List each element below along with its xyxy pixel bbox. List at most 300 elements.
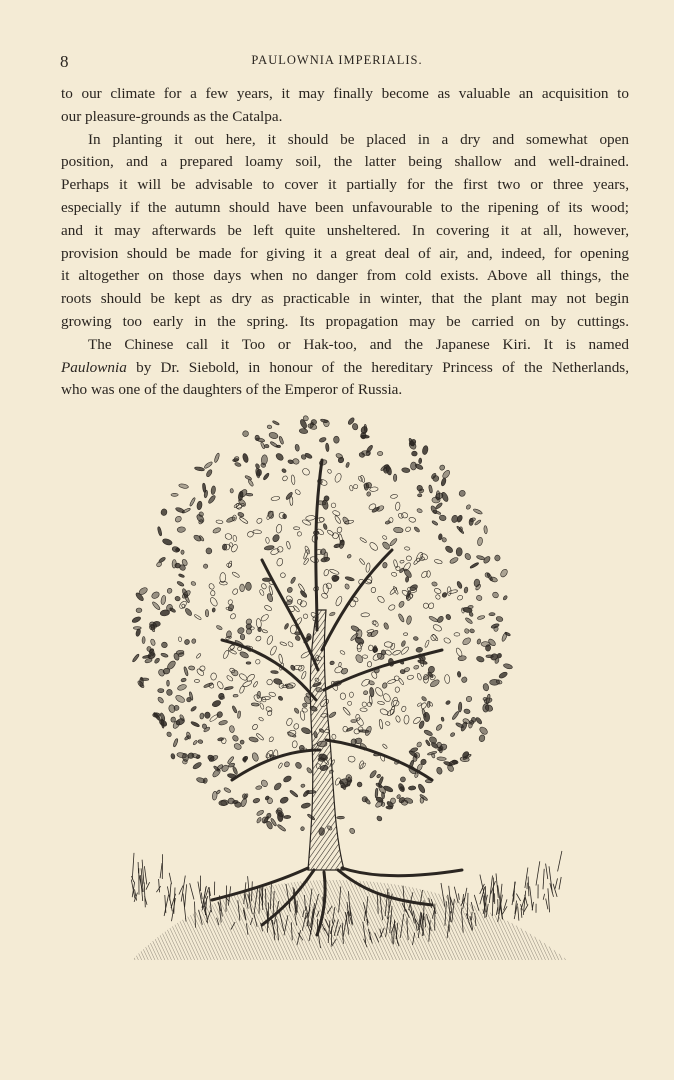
- leaf-mark: [429, 678, 440, 688]
- leaf-mark: [449, 556, 459, 564]
- leaf-mark: [366, 482, 372, 488]
- grass-stroke: [226, 886, 227, 912]
- leaf-mark: [194, 614, 202, 620]
- text-line: to our climate for a few years, it may finally become as valuable an acquisition to: [61, 85, 629, 102]
- leaf-mark: [166, 731, 172, 737]
- leaf-mark: [458, 489, 466, 497]
- leaf-mark: [435, 723, 443, 731]
- leaf-mark: [167, 680, 170, 686]
- leaf-mark: [251, 752, 259, 762]
- leaf-mark: [440, 477, 446, 486]
- leaf-mark: [289, 790, 298, 798]
- leaf-mark: [262, 629, 268, 633]
- leaf-mark: [404, 546, 410, 550]
- leaf-mark: [252, 797, 260, 803]
- leaf-mark: [383, 622, 389, 630]
- leaf-mark: [456, 581, 463, 589]
- leaf-mark: [444, 674, 450, 683]
- leaf-mark: [483, 555, 492, 564]
- leaf-mark: [360, 475, 366, 483]
- leaf-mark: [464, 552, 472, 560]
- leaf-mark: [401, 800, 408, 806]
- leaf-mark: [255, 463, 260, 469]
- leaf-mark: [332, 510, 341, 517]
- grass-stroke: [190, 883, 194, 899]
- leaf-mark: [436, 767, 443, 775]
- leaf-mark: [176, 752, 186, 759]
- leaf-mark: [428, 615, 438, 623]
- leaf-mark: [398, 678, 404, 686]
- leaf-mark: [233, 535, 238, 542]
- leaf-mark: [188, 666, 195, 671]
- grass-stroke: [144, 882, 145, 907]
- grass-stroke: [543, 869, 544, 890]
- leaf-mark: [407, 675, 414, 680]
- leaf-mark: [331, 734, 336, 740]
- leaf-mark: [395, 687, 399, 692]
- leaf-mark: [176, 581, 184, 587]
- leaf-mark: [294, 527, 300, 530]
- leaf-mark: [205, 469, 213, 478]
- leaf-mark: [382, 562, 387, 568]
- leaf-mark: [192, 761, 202, 770]
- leaf-mark: [229, 725, 235, 733]
- leaf-mark: [158, 688, 164, 692]
- leaf-mark: [205, 712, 210, 718]
- leaf-mark: [286, 541, 291, 550]
- leaf-mark: [240, 798, 248, 808]
- leaf-mark: [337, 816, 345, 819]
- leaf-mark: [242, 430, 250, 438]
- leaf-mark: [361, 613, 370, 617]
- leaf-mark: [268, 691, 276, 697]
- leaf-mark: [323, 569, 329, 577]
- leaf-mark: [398, 613, 405, 622]
- leaf-mark: [398, 600, 405, 608]
- leaf-mark: [193, 534, 202, 542]
- leaf-mark: [393, 559, 398, 568]
- leaf-mark: [171, 493, 178, 496]
- leaf-mark: [416, 647, 423, 653]
- leaf-mark: [368, 680, 375, 686]
- leaf-mark: [217, 737, 223, 741]
- leaf-mark: [301, 707, 308, 713]
- leaf-mark: [287, 641, 294, 648]
- leaf-mark: [420, 797, 424, 803]
- leaf-mark: [463, 708, 470, 714]
- leaf-mark: [256, 469, 262, 476]
- text-line: growing too early in the spring. Its propagation may be carried on by cuttings.: [61, 312, 629, 330]
- leaf-mark: [434, 559, 443, 565]
- leaf-mark: [461, 636, 471, 646]
- leaf-mark: [170, 753, 175, 759]
- leaf-mark: [230, 669, 239, 677]
- leaf-mark: [445, 614, 452, 621]
- leaf-mark: [162, 538, 173, 546]
- leaf-mark: [352, 423, 359, 431]
- leaf-mark: [389, 538, 398, 547]
- leaf-mark: [368, 645, 373, 651]
- leaf-mark: [476, 595, 483, 602]
- leaf-mark: [441, 717, 444, 722]
- leaf-mark: [301, 671, 307, 680]
- leaf-mark: [397, 512, 404, 519]
- leaf-mark: [403, 667, 410, 673]
- leaf-mark: [381, 792, 385, 799]
- leaf-mark: [271, 533, 280, 543]
- leaf-mark: [377, 701, 384, 705]
- leaf-mark: [224, 686, 233, 690]
- leaf-mark: [320, 557, 330, 563]
- leaf-mark: [329, 612, 336, 617]
- leaf-mark: [353, 484, 359, 490]
- leaf-mark: [189, 497, 196, 506]
- leaf-mark: [417, 783, 426, 794]
- leaf-mark: [242, 453, 249, 463]
- leaf-mark: [494, 555, 500, 561]
- grass-stroke: [489, 876, 492, 903]
- leaf-mark: [246, 662, 251, 664]
- leaf-mark: [203, 682, 213, 688]
- leaf-mark: [144, 658, 152, 664]
- leaf-mark: [401, 640, 406, 647]
- leaf-mark: [217, 692, 225, 700]
- leaf-mark: [489, 613, 495, 616]
- leaf-mark: [262, 472, 269, 480]
- leaf-mark: [216, 625, 223, 631]
- body-text: [61, 83, 629, 402]
- leaf-mark: [423, 729, 433, 737]
- leaf-mark: [306, 767, 313, 774]
- grass-stroke: [493, 878, 494, 903]
- leaf-mark: [377, 595, 386, 604]
- leaf-mark: [451, 711, 459, 721]
- leaf-mark: [456, 515, 463, 523]
- leaf-mark: [168, 704, 176, 713]
- leaf-mark: [385, 520, 391, 525]
- leaf-mark: [262, 578, 271, 582]
- grass-stroke: [159, 879, 160, 892]
- leaf-mark: [266, 678, 274, 686]
- leaf-mark: [133, 627, 141, 630]
- leaf-mark: [319, 437, 327, 443]
- leaf-mark: [406, 555, 412, 561]
- leaf-mark: [214, 453, 221, 463]
- leaf-mark: [259, 589, 265, 596]
- leaf-mark: [251, 703, 259, 707]
- leaf-mark: [392, 649, 401, 656]
- leaf-mark: [400, 646, 410, 656]
- leaf-mark: [240, 634, 245, 640]
- leaf-mark: [325, 443, 329, 452]
- leaf-mark: [400, 560, 405, 563]
- leaf-mark: [240, 740, 245, 745]
- leaf-mark: [285, 491, 293, 500]
- leaf-mark: [413, 526, 420, 533]
- leaf-mark: [207, 494, 216, 504]
- grass-stroke: [185, 884, 187, 907]
- leaf-mark: [403, 633, 407, 636]
- leaf-mark: [281, 468, 287, 473]
- leaf-mark: [161, 642, 167, 648]
- leaf-mark: [178, 637, 182, 642]
- leaf-mark: [329, 568, 340, 575]
- leaf-mark: [478, 726, 488, 736]
- leaf-mark: [193, 740, 198, 746]
- leaf-mark: [388, 604, 396, 612]
- leaf-mark: [379, 719, 384, 729]
- leaf-mark: [272, 420, 280, 425]
- leaf-mark: [141, 678, 149, 681]
- leaf-mark: [232, 458, 238, 462]
- leaf-mark: [301, 802, 311, 809]
- leaf-mark: [174, 596, 180, 602]
- leaf-mark: [306, 633, 311, 640]
- leaf-mark: [496, 616, 504, 622]
- leaf-mark: [482, 703, 489, 712]
- leaf-mark: [264, 605, 273, 612]
- leaf-mark: [447, 587, 451, 596]
- leaf-mark: [455, 647, 463, 657]
- leaf-mark: [368, 541, 379, 552]
- leaf-mark: [477, 537, 483, 546]
- leaf-mark: [490, 679, 500, 685]
- leaf-mark: [205, 610, 209, 617]
- leaf-mark: [280, 641, 287, 646]
- leaf-mark: [290, 497, 293, 506]
- leaf-mark: [302, 613, 308, 619]
- leaf-mark: [181, 604, 185, 609]
- leaf-mark: [360, 708, 367, 712]
- text-line: and it may afterwards be left quite unsheltered. In covering it at all, however,: [61, 221, 629, 239]
- leaf-mark: [256, 437, 265, 442]
- grass-stroke: [558, 851, 562, 872]
- text-line: The Chinese call it Too or Hak-too, and the Japanese Kiri. It is named: [88, 335, 629, 353]
- leaf-mark: [282, 475, 289, 482]
- page-number: 8: [60, 52, 69, 71]
- grass-stroke: [536, 861, 540, 885]
- leaf-mark: [283, 761, 290, 768]
- leaf-mark: [371, 587, 376, 593]
- leaf-mark: [226, 516, 236, 523]
- leaf-mark: [262, 696, 271, 700]
- leaf-mark: [333, 436, 339, 443]
- leaf-mark: [293, 707, 299, 714]
- leaf-mark: [232, 705, 238, 713]
- leaf-mark: [375, 788, 378, 798]
- text-line: In planting it out here, it should be placed in a dry and somewhat open: [88, 130, 629, 148]
- leaf-mark: [457, 671, 461, 677]
- leaf-mark: [349, 485, 353, 491]
- leaf-mark: [369, 770, 378, 779]
- leaf-mark: [132, 653, 140, 662]
- leaf-mark: [151, 601, 160, 611]
- leaf-mark: [474, 579, 480, 587]
- leaf-mark: [239, 651, 249, 660]
- leaf-mark: [457, 595, 464, 601]
- leaf-mark: [301, 726, 312, 734]
- leaf-mark: [382, 692, 392, 702]
- grass-stroke: [553, 884, 557, 897]
- leaf-mark: [136, 608, 142, 613]
- leaf-mark: [338, 533, 343, 542]
- grass-stroke: [485, 886, 486, 912]
- leaf-mark: [166, 689, 173, 696]
- leaf-mark: [181, 550, 184, 554]
- leaf-mark: [441, 469, 451, 479]
- grass-stroke: [480, 875, 485, 898]
- leaf-mark: [256, 691, 260, 699]
- leaf-mark: [237, 711, 241, 719]
- leaf-mark: [232, 800, 238, 804]
- leaf-mark: [261, 583, 268, 590]
- leaf-mark: [166, 587, 172, 594]
- leaf-mark: [231, 571, 240, 578]
- leaf-mark: [305, 515, 315, 521]
- leaf-mark: [373, 646, 377, 653]
- grass-stroke: [496, 907, 498, 915]
- leaf-mark: [437, 757, 447, 761]
- leaf-mark: [476, 639, 481, 645]
- leaf-mark: [265, 537, 269, 543]
- leaf-mark: [246, 624, 252, 630]
- leaf-mark: [391, 572, 397, 577]
- leaf-mark: [190, 581, 196, 586]
- leaf-mark: [142, 637, 145, 644]
- leaf-mark: [290, 664, 296, 671]
- leaf-mark: [344, 583, 350, 589]
- leaf-mark: [223, 787, 231, 793]
- leaf-mark: [334, 473, 343, 484]
- leaf-mark: [358, 476, 364, 482]
- leaf-mark: [295, 444, 300, 452]
- leaf-mark: [418, 494, 422, 497]
- text-line: provision should be made for giving it a great deal of air, and, indeed, for opening: [61, 244, 629, 262]
- leaf-mark: [253, 681, 259, 688]
- leaf-mark: [248, 736, 258, 743]
- leaf-mark: [291, 475, 296, 485]
- leaf-mark: [196, 653, 202, 659]
- leaf-mark: [408, 517, 416, 523]
- leaf-mark: [435, 594, 441, 600]
- leaf-mark: [160, 595, 166, 605]
- leaf-mark: [299, 600, 308, 609]
- leaf-mark: [229, 649, 237, 655]
- leaf-mark: [301, 467, 311, 476]
- leaf-mark: [273, 678, 283, 686]
- leaf-mark: [234, 462, 241, 467]
- leaf-mark: [465, 617, 473, 624]
- leaf-mark: [367, 701, 373, 707]
- leaf-mark: [335, 453, 343, 460]
- text-line: it altogether on those days when no danger from cold exists. Above all things, the: [61, 267, 629, 285]
- grass-stroke: [160, 863, 162, 878]
- leaf-mark: [184, 607, 193, 616]
- leaf-mark: [230, 543, 238, 553]
- leaf-mark: [376, 815, 383, 822]
- leaf-mark: [443, 637, 451, 644]
- leaf-mark: [381, 541, 390, 551]
- leaf-mark: [294, 489, 301, 496]
- leaf-mark: [499, 568, 508, 578]
- leaf-mark: [219, 581, 227, 585]
- leaf-mark: [503, 663, 513, 670]
- leaf-mark: [329, 661, 334, 666]
- leaf-mark: [360, 432, 366, 439]
- grass-stroke: [518, 907, 519, 921]
- leaf-mark: [404, 715, 410, 724]
- leaf-mark: [416, 741, 422, 748]
- leaf-mark: [347, 701, 352, 706]
- leaf-mark: [299, 590, 307, 599]
- leaf-mark: [331, 503, 336, 508]
- leaf-mark: [222, 650, 229, 660]
- leaf-mark: [218, 720, 228, 726]
- leaf-mark: [268, 432, 278, 440]
- leaf-mark: [278, 762, 283, 768]
- leaf-mark: [454, 633, 460, 637]
- leaf-mark: [173, 738, 179, 747]
- leaf-mark: [364, 424, 367, 432]
- leaf-mark: [476, 655, 485, 662]
- leaf-mark: [485, 644, 491, 651]
- leaf-mark: [271, 670, 279, 674]
- leaf-mark: [406, 615, 412, 625]
- leaf-mark: [271, 496, 280, 501]
- leaf-mark: [299, 428, 308, 434]
- leaf-mark: [366, 491, 371, 496]
- leaf-mark: [334, 515, 342, 524]
- leaf-mark: [256, 517, 263, 524]
- leaf-mark: [444, 545, 454, 554]
- leaf-mark: [465, 695, 473, 702]
- leaf-mark: [198, 739, 203, 743]
- grass-stroke: [167, 886, 172, 911]
- leaf-mark: [269, 645, 277, 656]
- leaf-mark: [431, 581, 437, 586]
- leaf-mark: [157, 696, 165, 704]
- leaf-mark: [349, 827, 356, 834]
- leaf-mark: [278, 654, 283, 664]
- leaf-mark: [393, 474, 397, 481]
- leaf-mark: [246, 493, 253, 496]
- leaf-mark: [216, 520, 223, 524]
- leaf-mark: [174, 515, 182, 523]
- grass-stroke: [543, 894, 544, 900]
- leaf-mark: [212, 527, 221, 534]
- grass-stroke: [555, 878, 557, 888]
- leaf-mark: [405, 526, 412, 533]
- leaf-mark: [332, 575, 339, 581]
- text-line: our pleasure-grounds as the Catalpa.: [61, 107, 283, 125]
- leaf-mark: [421, 696, 427, 702]
- text-line: Perhaps it will be advisable to cover it partially for the first two or three years,: [61, 176, 629, 194]
- grass-stroke: [492, 890, 493, 916]
- grass-stroke: [514, 882, 515, 902]
- leaf-mark: [423, 712, 430, 722]
- leaf-mark: [342, 707, 351, 716]
- ground-mound: [132, 880, 567, 960]
- leaf-mark: [234, 503, 240, 508]
- leaf-mark: [327, 469, 332, 474]
- leaf-mark: [242, 680, 253, 688]
- leaf-mark: [445, 700, 451, 705]
- leaf-mark: [478, 734, 485, 742]
- leaf-mark: [284, 815, 291, 819]
- leaf-mark: [256, 809, 264, 816]
- leaf-mark: [210, 673, 216, 681]
- leaf-mark: [273, 782, 282, 792]
